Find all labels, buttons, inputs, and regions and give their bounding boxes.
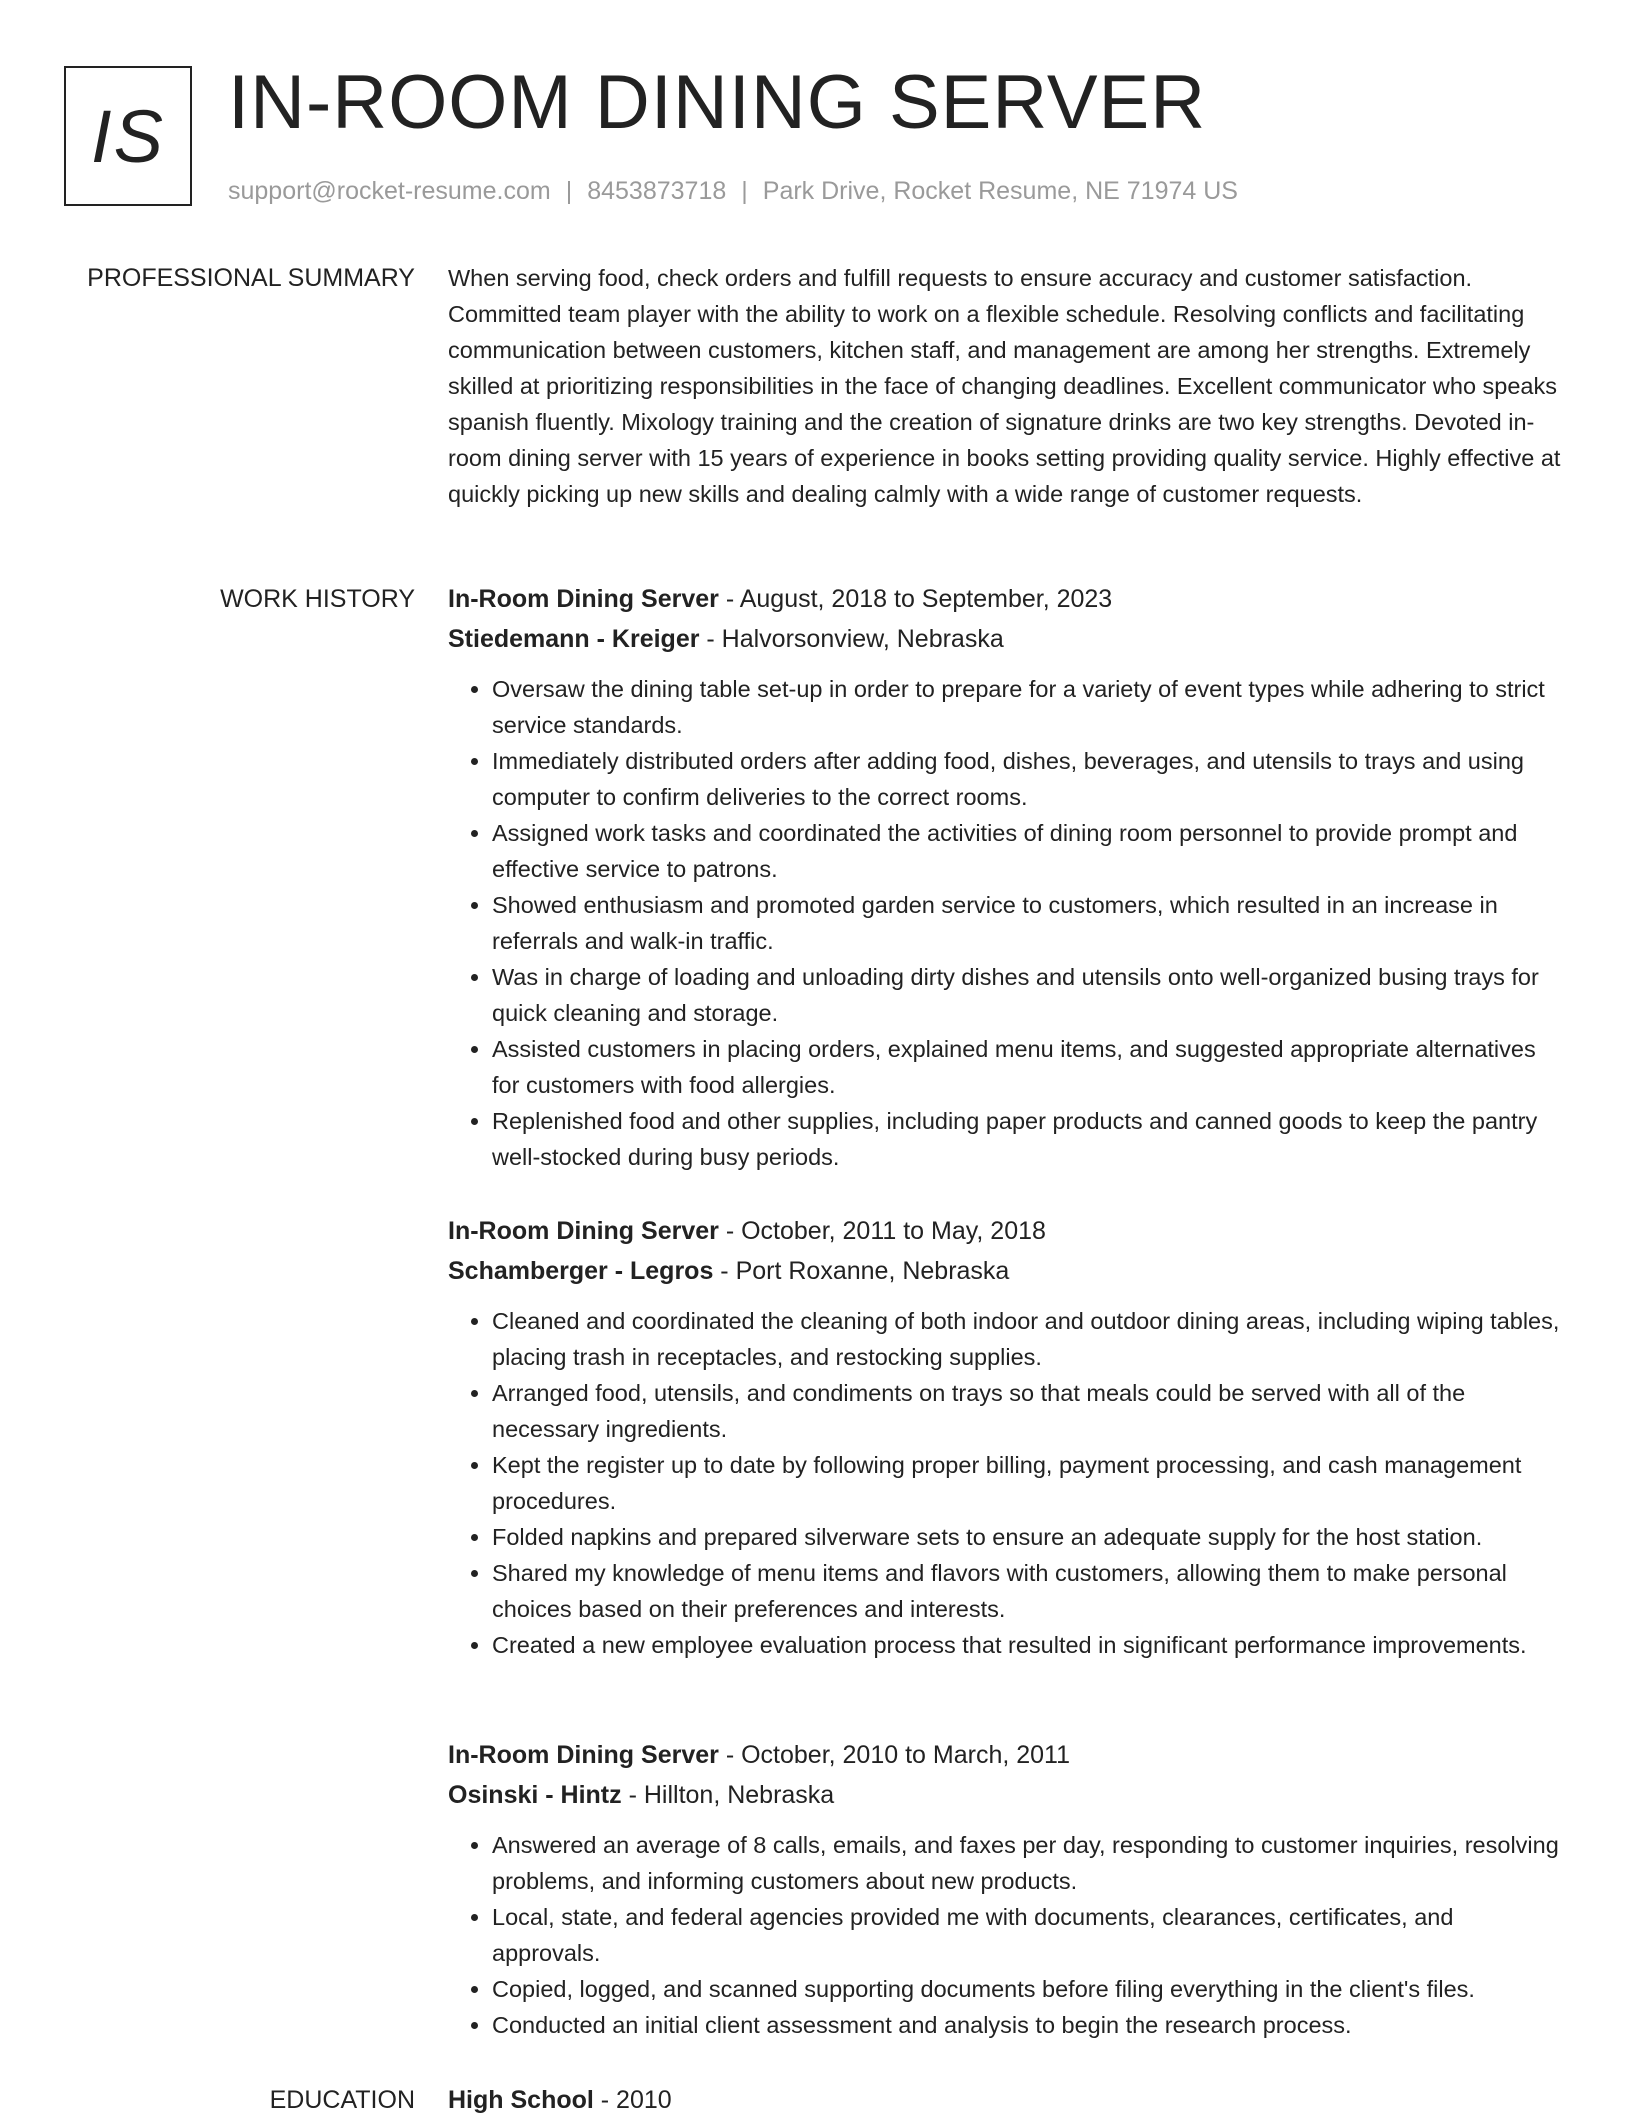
job-title-line: [448, 1735, 1568, 1775]
contact-phone[interactable]: 8453873718: [587, 177, 727, 205]
list-item: • Immediately distributed orders after adding food, dishes, beverages, and utensils to trays and using computer to confirm deliveries to the correct rooms.: [492, 743, 1568, 815]
summary-text: When serving food, check orders and fulfill requests to ensure accuracy and customer satisfaction. Committed team player with the ability to work on a flexible schedule. Resolving conflicts and facilitating communication between customers, kitchen staff, and management are among her strengths. Extremely skilled at prioritizing responsibilities in the face of changing deadlines. Excellent communicator who speaks spanish fluently. Mixology training and the creation of signature drinks are two key strengths. Devoted in-room dining server with 15 years of experience in books setting providing quality service. Highly effective at quickly picking up new skills and dealing calmly with a wide range of customer requests.: [448, 265, 1561, 507]
list-item: • Conducted an initial client assessment and analysis to begin the research process.: [492, 2007, 1568, 2043]
job-bullets: [448, 1303, 1568, 1663]
section-label-summary: PROFESSIONAL SUMMARY: [87, 264, 415, 292]
job-title-line: [448, 579, 1568, 619]
job-bullets: [448, 1827, 1568, 2043]
education-entry: [448, 2080, 1568, 2120]
list-item: • Assisted customers in placing orders, explained menu items, and suggested appropriate alternatives for customers with food allergies.: [492, 1031, 1568, 1103]
contact-separator: |: [741, 177, 748, 205]
job-company: Osinski - Hintz: [448, 1781, 622, 1809]
education-year: - 2010: [593, 2086, 672, 2114]
list-item: • Local, state, and federal agencies provided me with documents, clearances, certificates, and approvals.: [492, 1899, 1568, 1971]
contact-email[interactable]: support@rocket-resume.com: [228, 177, 551, 205]
job-bullets: [448, 671, 1568, 1175]
job-company-line: [448, 1775, 1568, 1815]
job-location: - Port Roxanne, Nebraska: [713, 1257, 1010, 1285]
job-title-line: [448, 1211, 1568, 1251]
list-item: • Arranged food, utensils, and condiments on trays so that meals could be served with all of the necessary ingredients.: [492, 1375, 1568, 1447]
contact-separator: |: [565, 177, 573, 205]
job-title: In-Room Dining Server: [448, 585, 719, 613]
education-line: [448, 2080, 1568, 2120]
job-location: - Halvorsonview, Nebraska: [699, 625, 1004, 653]
page-title: IN-ROOM DINING SERVER: [228, 60, 1207, 145]
monogram-logo: IS: [64, 66, 192, 206]
list-item: • Oversaw the dining table set-up in order to prepare for a variety of event types while adhering to strict service standards.: [492, 671, 1568, 743]
job-title: In-Room Dining Server: [448, 1217, 719, 1245]
job-dates: - October, 2011 to May, 2018: [718, 1217, 1046, 1245]
job-company: Stiedemann - Kreiger: [448, 625, 700, 653]
list-item: • Showed enthusiasm and promoted garden service to customers, which resulted in an increase in referrals and walk-in traffic.: [492, 887, 1568, 959]
section-label-education: EDUCATION: [269, 2086, 415, 2114]
list-item: • Cleaned and coordinated the cleaning of both indoor and outdoor dining areas, including wiping tables, placing trash in receptacles, and restocking supplies.: [492, 1303, 1568, 1375]
job-company-line: [448, 1251, 1568, 1291]
education-degree: High School: [448, 2086, 594, 2114]
list-item: • Assigned work tasks and coordinated the activities of dining room personnel to provide prompt and effective service to patrons.: [492, 815, 1568, 887]
list-item: • Shared my knowledge of menu items and flavors with customers, allowing them to make personal choices based on their preferences and interests.: [492, 1555, 1568, 1627]
list-item: • Copied, logged, and scanned supporting documents before filing everything in the client's files.: [492, 1971, 1568, 2007]
job-title: In-Room Dining Server: [448, 1741, 719, 1769]
job-dates: - October, 2010 to March, 2011: [718, 1741, 1070, 1769]
list-item: • Folded napkins and prepared silverware sets to ensure an adequate supply for the host station.: [492, 1519, 1568, 1555]
job-dates: - August, 2018 to September, 2023: [718, 585, 1113, 613]
job-entry: [448, 1735, 1568, 2043]
list-item: • Answered an average of 8 calls, emails, and faxes per day, responding to customer inquiries, resolving problems, and informing customers about new products.: [492, 1827, 1568, 1899]
job-company: Schamberger - Legros: [448, 1257, 714, 1285]
job-company-line: [448, 619, 1568, 659]
list-item: • Replenished food and other supplies, including paper products and canned goods to keep the pantry well-stocked during busy periods.: [492, 1103, 1568, 1175]
list-item: • Was in charge of loading and unloading dirty dishes and utensils onto well-organized busing trays for quick cleaning and storage.: [492, 959, 1568, 1031]
section-label-work-history: WORK HISTORY: [220, 585, 415, 613]
contact-line: [228, 174, 1238, 208]
job-entry: [448, 1211, 1568, 1663]
list-item: • Created a new employee evaluation process that resulted in significant performance improvements.: [492, 1627, 1568, 1663]
list-item: • Kept the register up to date by following proper billing, payment processing, and cash management procedures.: [492, 1447, 1568, 1519]
contact-address: Park Drive, Rocket Resume, NE 71974 US: [762, 177, 1238, 205]
job-location: - Hillton, Nebraska: [621, 1781, 835, 1809]
job-entry: [448, 579, 1568, 1175]
